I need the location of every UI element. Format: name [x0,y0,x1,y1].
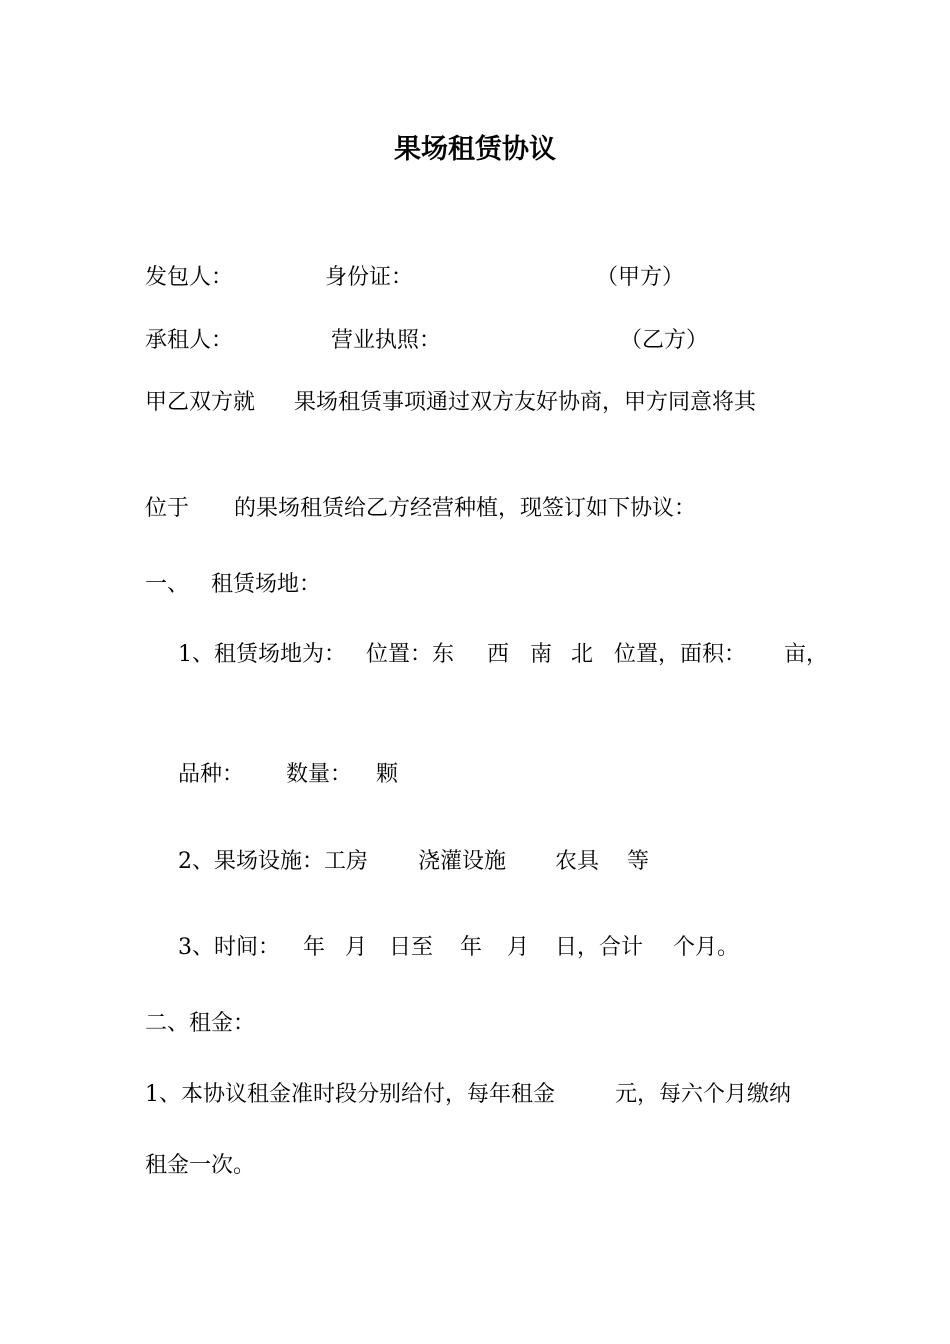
party-b-role: （乙方） [620,328,709,353]
clause-1-1-north: 北 [571,642,594,667]
clause-1-1-label: 1、租赁场地为： [178,642,346,667]
time-label: 3、时间： [178,935,280,960]
quantity-unit: 颗 [376,762,399,787]
intro-text-2a: 位于 [145,496,190,521]
facilities-etc: 等 [627,849,650,874]
intro-text-2b: 的果场租赁给乙方经营种植，现签订如下协议： [234,496,697,521]
clause-2-1-continuation [0,1152,950,1180]
section-2-heading [0,1010,950,1038]
facilities-irrigation: 浇灌设施 [418,849,507,874]
clause-1-1-area: 位置，面积： [614,642,747,667]
intro-text-1b: 果场租赁事项通过双方友好协商，甲方同意将其 [294,390,757,415]
section-2-title: 二、租金： [145,1011,256,1036]
rent-text-a: 1、本协议租金准时段分别给付，每年租金 [145,1082,555,1107]
variety-label: 品种： [178,762,245,787]
rent-text-b: 元，每六个月缴纳 [615,1082,792,1107]
party-a-line [0,264,950,292]
clause-2-1-line [0,1081,950,1109]
section-1-heading [0,571,950,599]
clause-1-2-line [0,848,950,876]
clause-1-1-variety-line [0,761,950,789]
facilities-label: 2、果场设施：工房 [178,849,368,874]
party-a-role: （甲方） [596,265,685,290]
party-a-id-label: 身份证： [325,265,414,290]
clause-1-1-east: 位置：东 [366,642,455,667]
rent-text-c: 租金一次。 [145,1153,256,1178]
section-1-number: 一、 [145,572,190,597]
time-start-day: 日至 [389,935,434,960]
time-end-day-total: 日，合计 [555,935,644,960]
clause-1-1-line [0,641,950,669]
intro-line-1 [0,389,950,417]
party-a-label: 发包人： [145,265,234,290]
section-1-title: 租赁场地： [211,572,322,597]
intro-text-1a: 甲乙双方就 [145,390,256,415]
party-b-line [0,327,950,355]
time-start-month: 月 [345,935,368,960]
facilities-tools: 农具 [555,849,600,874]
document-title: 果场租赁协议 [394,134,556,165]
time-end-year: 年 [460,935,483,960]
time-start-year: 年 [303,935,326,960]
clause-1-1-west: 西 [487,642,510,667]
quantity-label: 数量： [286,762,353,787]
clause-1-1-south: 南 [530,642,553,667]
clause-1-1-mu: 亩， [784,642,829,667]
party-b-license-label: 营业执照： [331,328,442,353]
intro-line-2 [0,495,950,523]
clause-1-3-line [0,934,950,962]
party-b-label: 承租人： [145,328,234,353]
time-months: 个月。 [673,935,740,960]
time-end-month: 月 [507,935,530,960]
